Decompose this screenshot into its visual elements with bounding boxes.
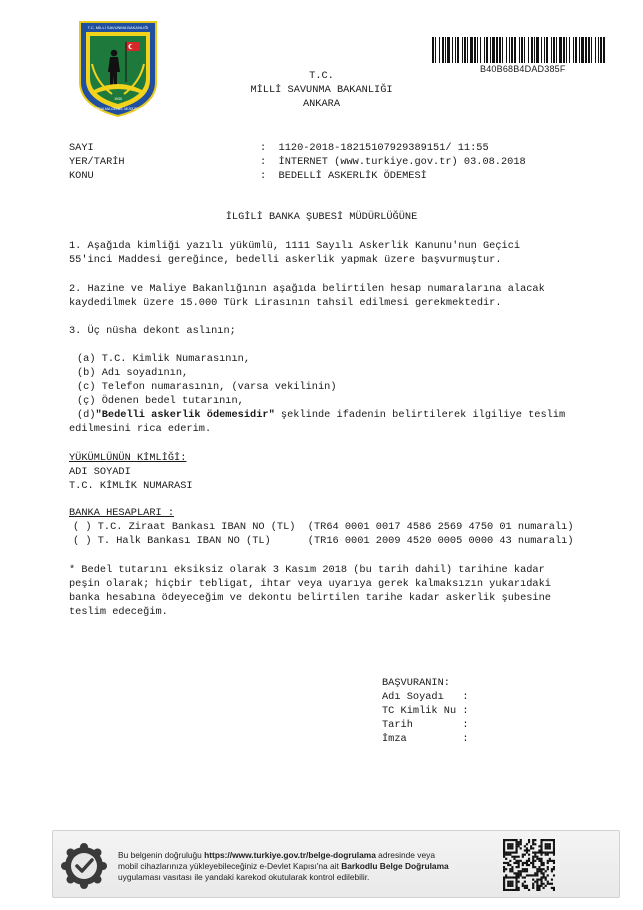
footer-t5: Barkodlu Belge Doğrulama <box>341 861 449 871</box>
note-line1: * Bedel tutarını eksiksiz olarak 3 Kasım 2018 (bu tarih dahil) tarihine kadar <box>69 564 545 576</box>
bank-halk: ( ) T. Halk Bankası IBAN NO (TL) (TR16 0001 2009 4520 0005 0000 43 numaralı) <box>73 535 574 547</box>
identity-name: ADI SOYADI <box>69 466 131 478</box>
para2-line2: kaydedilmek üzere 15.000 Türk Lirasının tahsil edilmesi gerekmektedir. <box>69 297 502 309</box>
emblem-top-text: T.C. MİLLİ SAVUNMA BAKANLIĞI <box>87 25 149 30</box>
meta-label-konu: KONU <box>69 170 94 182</box>
verified-check-icon <box>61 843 107 889</box>
meta-value-yer-tarih: : İNTERNET (www.turkiye.gov.tr) 03.08.2018 <box>260 156 526 168</box>
applicant-tckn: TC Kimlik Nu : <box>382 705 469 717</box>
footer-t6: uygulaması vasıtası ile yandaki karekod okutularak kontrol edilebilir. <box>118 872 370 882</box>
identity-tckn: T.C. KİMLİK NUMARASI <box>69 480 193 492</box>
list-item-a: (a) T.C. Kimlik Numarasının, <box>77 353 251 365</box>
list-item-d <box>77 409 565 423</box>
footer-t4: mobil cihazlarınıza yükleyebileceğiniz e-Devlet Kapısı'na ait <box>118 861 342 871</box>
list-item-c: (c) Telefon numarasının, (varsa vekilinin) <box>77 381 337 393</box>
header-ministry: MİLLİ SAVUNMA BAKANLIĞI <box>250 84 393 96</box>
meta-label-sayi: SAYI <box>69 142 94 154</box>
list-item-cc: (ç) Ödenen bedel tutarının, <box>77 395 244 407</box>
meta-value-sayi: : 1120-2018-18215107929389151/ 11:55 <box>260 142 489 154</box>
footer-t3: adresinde veya <box>375 850 435 860</box>
applicant-name: Adı Soyadı : <box>382 691 469 703</box>
note-line4: teslim edeceğim. <box>69 606 168 618</box>
emblem-bottom-text: ASKERALMA GENEL MÜDÜRLÜĞÜ <box>88 107 148 111</box>
applicant-date: Tarih : <box>382 719 469 731</box>
meta-label-yer-tarih: YER/TARİH <box>69 156 125 168</box>
bank-ziraat: ( ) T.C. Ziraat Bankası IBAN NO (TL) (TR64 0001 0017 4586 2569 4750 01 numaralı) <box>73 521 574 533</box>
para3: 3. Üç nüsha dekont aslının; <box>69 325 236 337</box>
para2-line1: 2. Hazine ve Maliye Bakanlığının aşağıda belirtilen hesap numaralarına alacak <box>69 283 545 295</box>
list-d-rest: şeklinde ifadenin belirtilerek ilgiliye teslim <box>274 409 566 421</box>
verification-footer <box>52 830 620 898</box>
list-d-prefix: (d) <box>77 409 96 421</box>
document-barcode <box>432 37 608 63</box>
verification-text <box>118 850 488 883</box>
applicant-signature: İmza : <box>382 733 469 745</box>
para1-line1: 1. Aşağıda kimliği yazılı yükümlü, 1111 Sayılı Askerlik Kanunu'nun Geçici <box>69 240 521 252</box>
list-item-b: (b) Adı soyadının, <box>77 367 189 379</box>
header-city: ANKARA <box>302 98 341 110</box>
footer-t1: Bu belgenin doğruluğu <box>118 850 205 860</box>
list-d-line2: edilmesini rica ederim. <box>69 423 212 435</box>
header-tc: T.C. <box>309 70 334 82</box>
note-line2: peşin olarak; hiçbir tebligat, ihtar veya uyarıya gerek kalmaksızın yukarıdaki <box>69 578 551 590</box>
qr-code <box>503 839 555 891</box>
emblem-year: 1930 <box>114 97 122 101</box>
barcode-text: B40B68B4DAD385F <box>480 64 566 74</box>
applicant-title: BAŞVURANIN: <box>382 677 450 689</box>
meta-value-konu: : BEDELLİ ASKERLİK ÖDEMESİ <box>260 170 427 182</box>
identity-title: YÜKÜMLÜNÜN KİMLİĞİ: <box>69 452 187 464</box>
addressee: İLGİLİ BANKA ŞUBESİ MÜDÜRLÜĞÜNE <box>225 211 418 223</box>
list-d-bold: "Bedelli askerlik ödemesidir" <box>95 409 275 421</box>
verification-link[interactable]: https://www.turkiye.gov.tr/belge-dogrulama <box>204 850 376 860</box>
note-line3: banka hesabına ödeyeceğim ve dekontu belirtilen tarihe kadar askerlik şubesine <box>69 592 551 604</box>
para1-line2: 55'inci Maddesi gereğince, bedelli askerlik yapmak üzere başvurmuştur. <box>69 254 502 266</box>
banks-title: BANKA HESAPLARI : <box>69 507 175 519</box>
